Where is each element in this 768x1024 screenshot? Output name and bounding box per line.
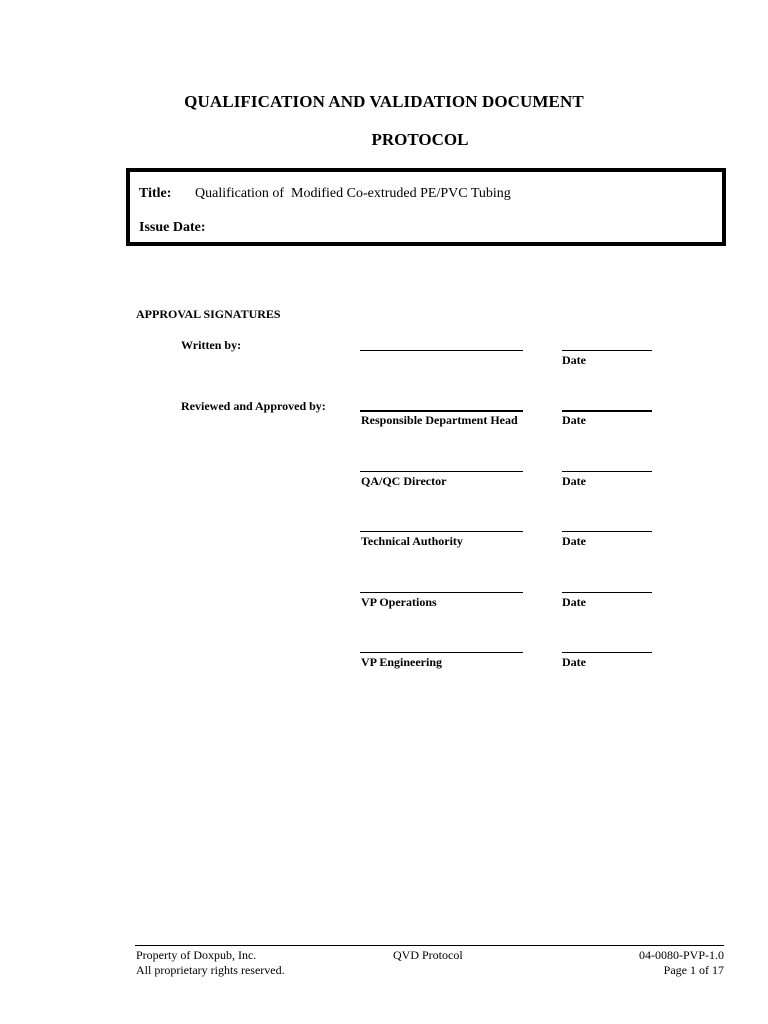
date-line-technical-authority bbox=[562, 531, 652, 532]
date-caption-qaqc-director: Date bbox=[562, 474, 586, 488]
signature-line-technical-authority bbox=[360, 531, 523, 532]
date-caption-vp-engineering: Date bbox=[562, 655, 586, 669]
footer-left bbox=[136, 948, 285, 978]
issue-date-label: Issue Date: bbox=[139, 220, 206, 235]
footer-rights: All proprietary rights reserved. bbox=[136, 963, 285, 977]
document-subtitle: PROTOCOL bbox=[371, 130, 469, 149]
written-by-signature-line bbox=[360, 350, 523, 351]
footer-rule bbox=[135, 945, 724, 946]
date-line-vp-engineering bbox=[562, 652, 652, 653]
footer-right bbox=[639, 948, 724, 978]
date-line-department-head bbox=[562, 410, 652, 412]
date-caption-technical-authority: Date bbox=[562, 534, 586, 548]
date-line-qaqc-director bbox=[562, 471, 652, 472]
footer-page-number: Page 1 of 17 bbox=[663, 963, 724, 977]
signature-line-qaqc-director bbox=[360, 471, 523, 472]
document-title: QUALIFICATION AND VALIDATION DOCUMENT bbox=[184, 92, 584, 111]
written-by-date-caption: Date bbox=[562, 353, 586, 367]
written-by-date-line bbox=[562, 350, 652, 351]
signatory-technical-authority: Technical Authority bbox=[361, 534, 463, 548]
signature-line-vp-operations bbox=[360, 592, 523, 593]
signatory-vp-operations: VP Operations bbox=[361, 595, 437, 609]
signatory-qaqc-director: QA/QC Director bbox=[361, 474, 447, 488]
signatory-department-head: Responsible Department Head bbox=[361, 413, 518, 427]
title-label: Title: bbox=[139, 186, 172, 201]
date-caption-department-head: Date bbox=[562, 413, 586, 427]
approval-signatures-heading: APPROVAL SIGNATURES bbox=[136, 307, 281, 321]
signatory-vp-engineering: VP Engineering bbox=[361, 655, 443, 669]
signature-line-vp-engineering bbox=[360, 652, 523, 653]
date-caption-vp-operations: Date bbox=[562, 595, 586, 609]
title-box bbox=[126, 168, 726, 246]
footer-property: Property of Doxpub, Inc. bbox=[136, 948, 257, 962]
title-value: Qualification of Modified Co-extruded PE/PVC Tubing bbox=[195, 186, 511, 201]
signature-line-department-head bbox=[360, 410, 523, 412]
written-by-label: Written by: bbox=[181, 338, 242, 352]
reviewed-approved-label: Reviewed and Approved by: bbox=[181, 399, 326, 413]
footer-doc-type: QVD Protocol bbox=[393, 948, 463, 962]
date-line-vp-operations bbox=[562, 592, 652, 593]
footer-doc-number: 04-0080-PVP-1.0 bbox=[638, 948, 724, 962]
